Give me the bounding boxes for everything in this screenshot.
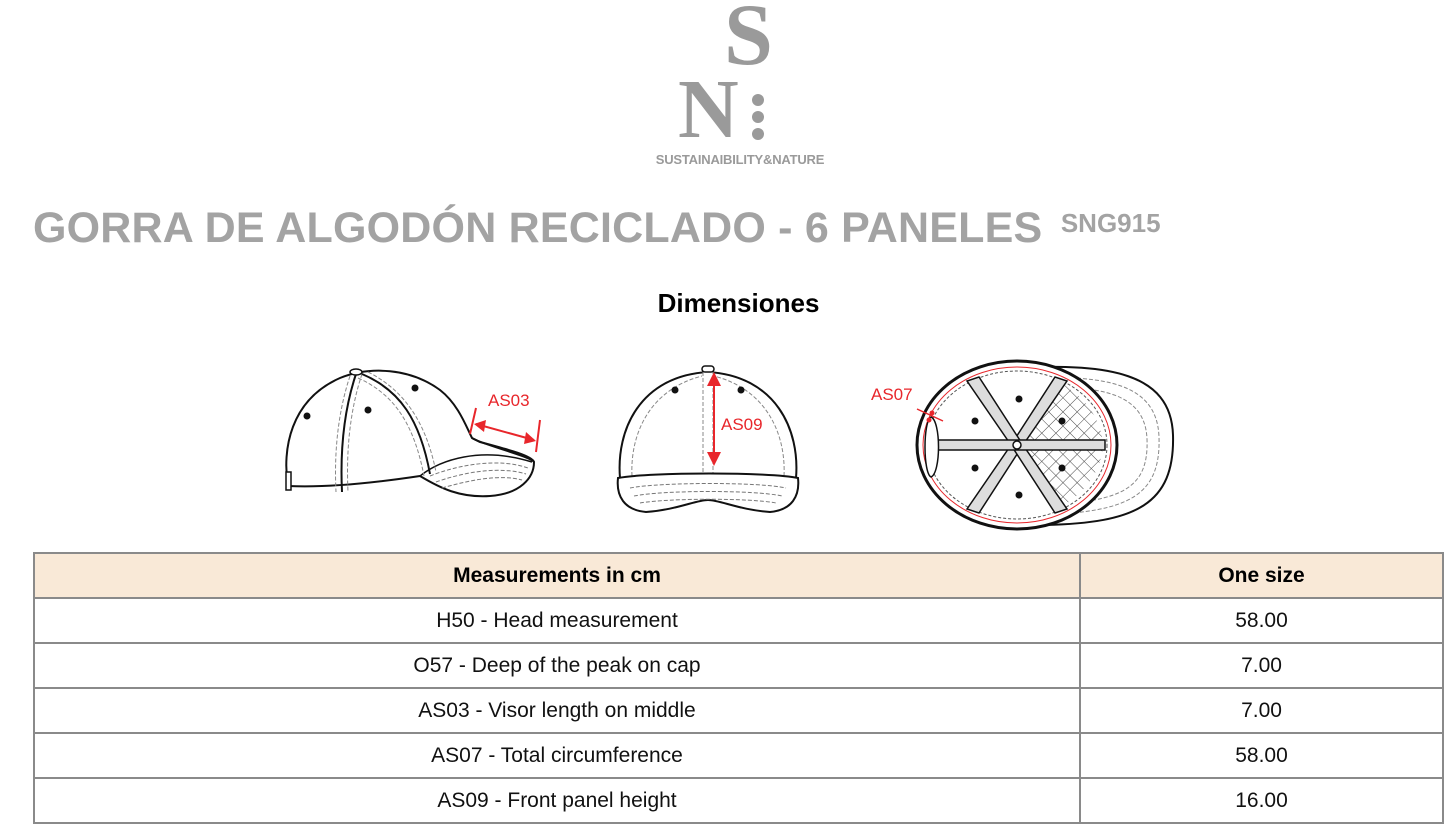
measurement-value: 16.00 <box>1080 778 1443 823</box>
cap-underside-view-diagram <box>865 355 1185 540</box>
brand-logo <box>628 0 848 171</box>
product-title: GORRA DE ALGODÓN RECICLADO - 6 PANELES <box>33 204 1043 252</box>
column-header-measurement: Measurements in cm <box>34 553 1080 598</box>
cap-underside-icon <box>865 355 1185 540</box>
as09-label: AS09 <box>721 415 763 434</box>
as03-label: AS03 <box>488 391 530 410</box>
column-header-size: One size <box>1080 553 1443 598</box>
measurement-name: O57 - Deep of the peak on cap <box>34 643 1080 688</box>
table-row <box>34 598 1443 643</box>
logo-dots-icon <box>752 94 764 145</box>
measurement-value: 58.00 <box>1080 733 1443 778</box>
product-header <box>33 204 1161 253</box>
table-row <box>34 733 1443 778</box>
measurements-table <box>33 552 1444 824</box>
cap-front-icon <box>610 360 810 525</box>
table-row <box>34 778 1443 823</box>
cap-front-view-diagram <box>610 360 810 525</box>
product-code: SNG915 <box>1060 208 1161 238</box>
measurement-name: AS03 - Visor length on middle <box>34 688 1080 733</box>
measurement-value: 7.00 <box>1080 688 1443 733</box>
brand-tagline: SUSTAINAIBILITY&NATURE <box>655 152 825 167</box>
logo-letter-n: N <box>678 63 739 156</box>
measurement-name: AS09 - Front panel height <box>34 778 1080 823</box>
table-row <box>34 643 1443 688</box>
as07-label: AS07 <box>871 385 913 404</box>
measurement-value: 58.00 <box>1080 598 1443 643</box>
logo-letter-s: S <box>724 0 773 84</box>
table-row <box>34 688 1443 733</box>
cap-side-icon <box>280 360 550 510</box>
table-header-row <box>34 553 1443 598</box>
measurement-name: H50 - Head measurement <box>34 598 1080 643</box>
cap-side-view-diagram <box>280 360 550 510</box>
measurement-value: 7.00 <box>1080 643 1443 688</box>
section-title: Dimensiones <box>657 288 820 318</box>
measurement-name: AS07 - Total circumference <box>34 733 1080 778</box>
